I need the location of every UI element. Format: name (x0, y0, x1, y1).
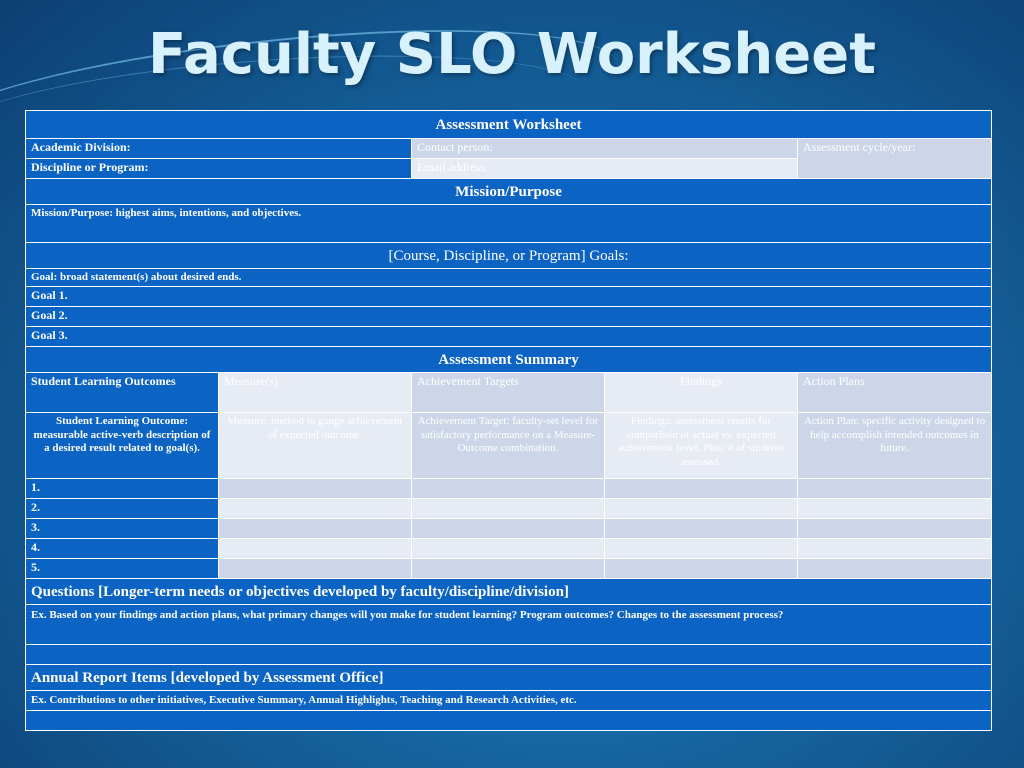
outcome-number: 3. (26, 519, 219, 539)
annual-report-example[interactable]: Ex. Contributions to other initiatives, Executive Summary, Annual Highlights, Teaching and Research Activities, etc. (26, 691, 992, 711)
action-plan-description: Action Plan: specific activity designed to help accomplish intended outcomes in future. (798, 413, 992, 479)
column-header-measures: Measure(s) (219, 373, 412, 413)
table-row (26, 205, 992, 243)
table-row (26, 559, 992, 579)
assessment-cycle-field[interactable]: Assessment cycle/year: (798, 139, 992, 179)
outcome-number: 5. (26, 559, 219, 579)
summary-header: Assessment Summary (26, 347, 992, 373)
academic-division-field[interactable]: Academic Division: (26, 139, 412, 159)
outcome-number: 2. (26, 499, 219, 519)
column-header-action-plans: Action Plans (798, 373, 992, 413)
annual-report-blank-row[interactable] (26, 711, 992, 731)
target-cell[interactable] (412, 499, 605, 519)
questions-blank-row[interactable] (26, 645, 992, 665)
findings-cell[interactable] (605, 519, 798, 539)
annual-report-header: Annual Report Items [developed by Assessment Office] (26, 665, 992, 691)
measure-cell[interactable] (219, 499, 412, 519)
table-row (26, 539, 992, 559)
contact-person-field[interactable]: Contact person: (412, 139, 798, 159)
table-row (26, 665, 992, 691)
measure-cell[interactable] (219, 479, 412, 499)
table-row (26, 287, 992, 307)
findings-cell[interactable] (605, 479, 798, 499)
column-header-targets: Achievement Targets (412, 373, 605, 413)
outcome-number: 4. (26, 539, 219, 559)
table-row (26, 413, 992, 479)
discipline-program-field[interactable]: Discipline or Program: (26, 159, 412, 179)
page-title: Faculty SLO Worksheet (148, 22, 876, 87)
target-description: Achievement Target: faculty-set level for satisfactory performance on a Measure-Outcome combination. (412, 413, 605, 479)
action-plan-cell[interactable] (798, 479, 992, 499)
table-row (26, 605, 992, 645)
action-plan-cell[interactable] (798, 519, 992, 539)
goal-2[interactable]: Goal 2. (26, 307, 992, 327)
mission-header: Mission/Purpose (26, 179, 992, 205)
table-row (26, 179, 992, 205)
table-row (26, 499, 992, 519)
goal-3[interactable]: Goal 3. (26, 327, 992, 347)
worksheet-header: Assessment Worksheet (26, 111, 992, 139)
measure-cell[interactable] (219, 559, 412, 579)
table-row (26, 645, 992, 665)
measure-cell[interactable] (219, 519, 412, 539)
goal-1[interactable]: Goal 1. (26, 287, 992, 307)
findings-cell[interactable] (605, 559, 798, 579)
table-row (26, 307, 992, 327)
action-plan-cell[interactable] (798, 499, 992, 519)
measure-description: Measure: method to gauge achievement of expected outcome. (219, 413, 412, 479)
table-row (26, 711, 992, 731)
target-cell[interactable] (412, 519, 605, 539)
email-address-field[interactable]: Email address: (412, 159, 798, 179)
findings-description: Findings: assessment results for comparison of actual vs. expected achievement level. Plus: # of students assessed. (605, 413, 798, 479)
target-cell[interactable] (412, 539, 605, 559)
mission-description[interactable]: Mission/Purpose: highest aims, intentions, and objectives. (26, 205, 992, 243)
table-row (26, 269, 992, 287)
column-header-slo: Student Learning Outcomes (26, 373, 219, 413)
table-row (26, 111, 992, 139)
outcome-number: 1. (26, 479, 219, 499)
findings-cell[interactable] (605, 539, 798, 559)
table-row (26, 691, 992, 711)
questions-header: Questions [Longer-term needs or objectives developed by faculty/discipline/division] (26, 579, 992, 605)
goals-header: [Course, Discipline, or Program] Goals: (26, 243, 992, 269)
column-header-findings: Findings (605, 373, 798, 413)
questions-example[interactable]: Ex. Based on your findings and action plans, what primary changes will you make for student learning? Program outcomes? Changes to the assessment process? (26, 605, 992, 645)
table-row (26, 579, 992, 605)
target-cell[interactable] (412, 479, 605, 499)
action-plan-cell[interactable] (798, 559, 992, 579)
findings-cell[interactable] (605, 499, 798, 519)
goal-description[interactable]: Goal: broad statement(s) about desired ends. (26, 269, 992, 287)
slo-description: Student Learning Outcome: measurable active-verb description of a desired result related to goal(s). (26, 413, 219, 479)
action-plan-cell[interactable] (798, 539, 992, 559)
table-row (26, 479, 992, 499)
table-row (26, 373, 992, 413)
table-row (26, 243, 992, 269)
table-row (26, 327, 992, 347)
table-row (26, 139, 992, 159)
measure-cell[interactable] (219, 539, 412, 559)
table-row (26, 519, 992, 539)
table-row (26, 347, 992, 373)
assessment-worksheet-table (25, 110, 992, 731)
target-cell[interactable] (412, 559, 605, 579)
